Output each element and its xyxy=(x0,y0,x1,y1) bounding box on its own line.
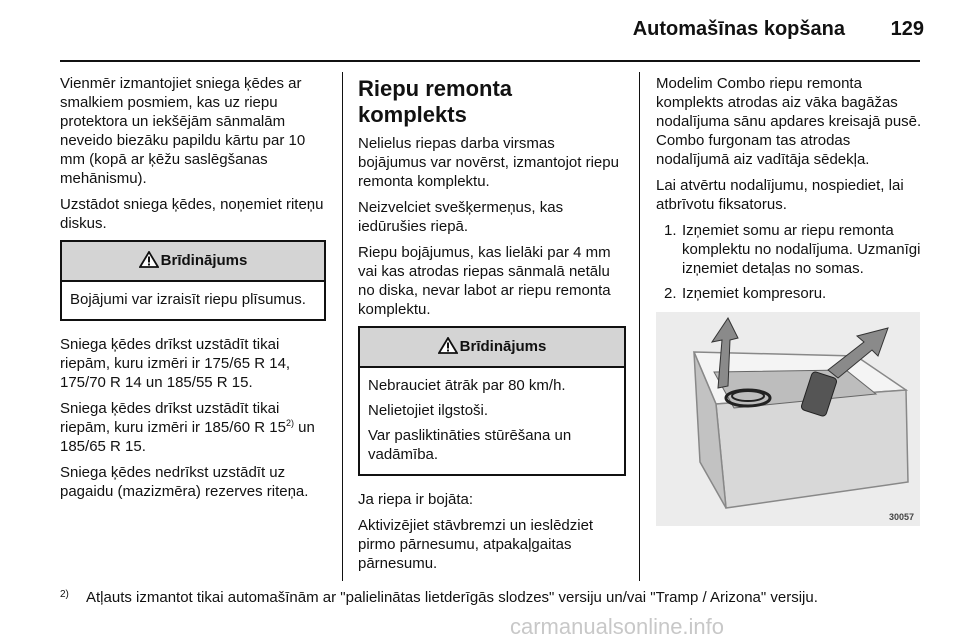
paragraph: Riepu bojājumus, kas lielāki par 4 mm vai kas atrodas riepas sānmalā netālu no diska, nevar labot ar riepu remonta komplektu. xyxy=(358,244,611,318)
repair-kit-illustration xyxy=(656,312,920,526)
running-header-title: Automašīnas kopšana xyxy=(632,18,845,40)
paragraph: Nelielus riepas darba virsmas bojājumus var novērst, izmantojot riepu remonta komplektu. xyxy=(358,135,619,190)
column-3 xyxy=(656,74,926,309)
footnote xyxy=(60,588,920,607)
paragraph: Modelim Combo riepu remonta komplekts atrodas aiz vāka bagāžas nodalījuma sānu apdares kreisajā pusē. Combo furgonam tas atrodas nodalījumā aiz vadītāja sēdekļa. xyxy=(656,75,922,168)
warning-box xyxy=(358,326,626,476)
repair-kit-drawing xyxy=(656,312,920,526)
paragraph-text: Sniega ķēdes drīkst uzstādīt tikai riepām, kuru izmēri ir 185/60 R 15 xyxy=(60,400,286,436)
paragraph: Aktivizējiet stāvbremzi un ieslēdziet pirmo pārnesumu, atpakaļgaitas pārnesumu. xyxy=(358,517,594,572)
list-item xyxy=(656,284,926,303)
page-number: 129 xyxy=(890,18,924,40)
footnote-mark: 2) xyxy=(60,589,69,600)
warning-header xyxy=(360,328,624,368)
watermark-text: carmanualsonline.info xyxy=(510,614,725,639)
paragraph: Sniega ķēdes nedrīkst uzstādīt uz pagaidu (mazizmēra) rezerves riteņa. xyxy=(60,464,309,500)
column-divider-1 xyxy=(342,72,343,581)
step-text: Izņemiet kompresoru. xyxy=(682,285,827,302)
step-number: 1. xyxy=(664,222,677,239)
warning-title: Brīdinājums xyxy=(459,338,547,355)
warning-text: Bojājumi var izraisīt riepu plīsumus. xyxy=(70,291,306,308)
section-title: Riepu remonta komplekts xyxy=(358,76,513,127)
step-number: 2. xyxy=(664,285,677,302)
paragraph: Lai atvērtu nodalījumu, nospiediet, lai atbrīvotu fiksatorus. xyxy=(656,177,904,213)
column-divider-2 xyxy=(639,72,640,581)
warning-box xyxy=(60,240,326,321)
paragraph: Sniega ķēdes drīkst uzstādīt tikai riepām, kuru izmēri ir 175/65 R 14, 175/70 R 14 un 185/55 R 15. xyxy=(60,336,291,391)
paragraph-text: un 185/65 R 15. xyxy=(60,419,315,455)
warning-text: Nelietojiet ilgstoši. xyxy=(368,402,489,419)
warning-triangle-icon xyxy=(139,251,159,268)
step-list xyxy=(656,221,926,303)
warning-triangle-icon xyxy=(438,337,458,354)
paragraph xyxy=(60,399,326,456)
warning-title: Brīdinājums xyxy=(160,252,248,269)
warning-text: Nebrauciet ātrāk par 80 km/h. xyxy=(368,377,566,394)
paragraph: Uzstādot sniega ķēdes, noņemiet riteņu diskus. xyxy=(60,196,324,232)
paragraph: Ja riepa ir bojāta: xyxy=(358,491,474,508)
warning-header xyxy=(62,242,324,282)
paragraph: Neizvelciet svešķermeņus, kas iedūrušies riepā. xyxy=(358,199,564,235)
footnote-reference: 2) xyxy=(285,418,294,428)
footnote-text: Atļauts izmantot tikai automašīnām ar "palielinātas lietderīgās slodzes" versiju un/vai "Tramp / Arizona" versiju. xyxy=(86,589,818,606)
column-2 xyxy=(358,74,626,580)
step-text: Izņemiet somu ar riepu remonta komplektu no nodalījuma. Uzmanīgi izņemiet detaļas no somas. xyxy=(682,222,921,277)
header-divider xyxy=(60,60,920,62)
list-item xyxy=(656,221,926,278)
column-1 xyxy=(60,74,326,508)
paragraph: Vienmēr izmantojiet sniega ķēdes ar smalkiem posmiem, kas uz riepu protektora un iekšējām sānmalām neveido biezāku papildu kārtu par 10 mm (kopā ar ķēžu saslēgšanas mehānismu). xyxy=(60,75,306,187)
warning-text: Var pasliktināties stūrēšana un vadāmība. xyxy=(368,427,572,463)
figure-code: 30057 xyxy=(888,512,914,522)
